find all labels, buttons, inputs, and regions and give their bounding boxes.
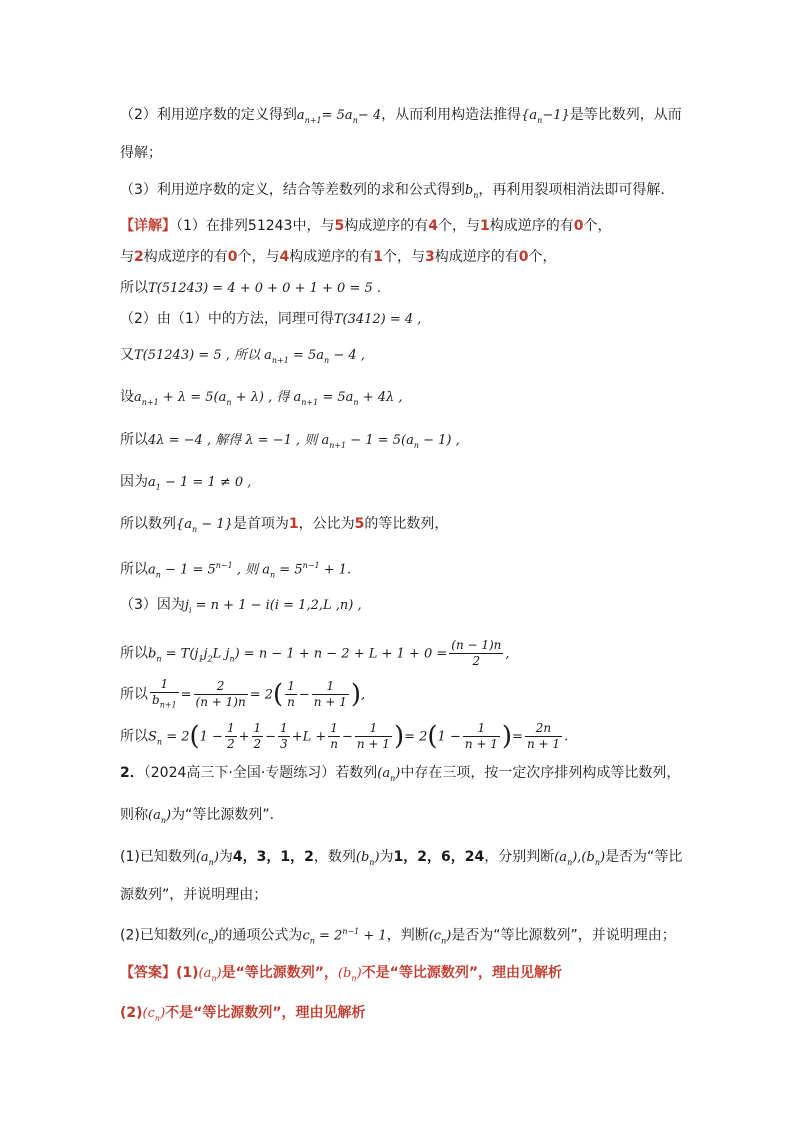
hint-part2-line2: 得解； [120, 145, 162, 161]
hint-part3: （3）利用逆序数的定义，结合等差数列的求和公式得到$b_n$，再利用裂项相消法即可得解. [120, 182, 665, 200]
detail-part2-line6: 所以数列$\{a_n - 1\}$是首项为1，公比为5的等比数列， [120, 516, 449, 534]
detail-part2-line5: 因为$a_1 - 1 = 1 \ne 0$ , [120, 474, 252, 492]
fraction: $\frac{1}{n + 1}$ [313, 679, 347, 710]
question-2-part1-line1: (1)已知数列$(a_n)$为4，3，1，2，数列$(b_n)$为1，2，6，24，分别判断$(a_n),(b_n)$是否为“等比 [120, 849, 683, 867]
question-2-part2: (2)已知数列$(c_n)$的通项公式为$c_n = 2^{n-1} + 1$，判断$(c_n)$是否为“等比源数列”，并说明理由； [120, 927, 676, 946]
detail-part3-line4: 所以$S_n = 2(1$ − $\frac{1}{2}$ + $\frac{1}{2}$ − $\frac{1}{3}$ +L + $\frac{1}{n}$ − $\frac{1}{n + 1}$ )= 2(1 − $\frac{1}{n + 1}$ )= $\frac{2n}{n + 1}$ . [120, 721, 569, 752]
detail-part1-conclusion: 所以T(51243) = 4 + 0 + 0 + 1 + 0 = 5 . [120, 280, 382, 296]
question-2-line1: 2．（2024高三下·全国·专题练习）若数列$(a_n)$中存在三项，按一定次序排列构成等比数列， [120, 765, 681, 783]
detail-part2-line4: 所以4λ = −4 , 解得 λ = −1 , 则 $a_{n+1} - 1 = 5(a_n - 1)$ , [120, 432, 460, 450]
detail-part2-line3: 设$a_{n+1} + \lambda = 5(a_n + \lambda)$ , 得 $a_{n+1} = 5a_n + 4\lambda$ , [120, 389, 403, 407]
detail-part2-line2: 又T(51243) = 5 , 所以 $a_{n+1} = 5a_n - 4$ , [120, 347, 365, 365]
question-2-part1-line2: 源数列”，并说明理由； [120, 887, 268, 903]
fraction: $\frac{2}{(n + 1)n}$ [195, 679, 246, 710]
fraction: $\frac{1}{b_{n+1}}$ [152, 677, 177, 710]
answer-line1: 【答案】$(1)(a_n)$是“等比源数列”，$(b_n)$不是“等比源数列”，理由见解析 [120, 965, 563, 983]
detail-part1-line1: 【详解】（1）在排列51243中，与5构成逆序的有4个，与1构成逆序的有0个， [120, 218, 612, 234]
detail-part3-line1: （3）因为$j_i = n + 1 - i(i = 1,2,L$ ,n) , [120, 597, 362, 615]
detail-part2-line7: 所以$a_n - 1 = 5^{n-1}$ , 则 $a_n = 5^{n-1} + 1$. [120, 561, 352, 580]
detail-part2-line1: （2）由（1）中的方法，同理可得T(3412) = 4 , [120, 311, 422, 327]
hint-part2-line1: （2）利用逆序数的定义得到$a_{n+1}= 5a_n- 4$，从而利用构造法推得$\{a_n-1\}$是等比数列，从而 [120, 107, 682, 125]
question-2-line2: 则称$(a_n)$为“等比源数列”. [120, 807, 275, 825]
fraction: $\frac{(n - 1)n}{2}$ [451, 638, 502, 668]
detail-part1-line2: 与2构成逆序的有0个，与4构成逆序的有1个，与3构成逆序的有0个， [120, 249, 557, 265]
answer-line2: $(2)(c_n)$不是“等比源数列”，理由见解析 [120, 1005, 366, 1023]
detail-part3-line3: 所以 $\frac{1}{b_{n+1}}$ = $\frac{2}{(n + 1)n}$ = 2( $\frac{1}{n}$ − $\frac{1}{n + 1}$ ), [120, 677, 365, 712]
fraction: $\frac{1}{n}$ [287, 679, 295, 710]
detail-part3-line2: 所以$b_n = T(j_1j_2L$ $j_n) = n - 1 + n - 2 + L + 1 + 0$ = $\frac{(n - 1)n}{2}$ , [120, 638, 510, 668]
